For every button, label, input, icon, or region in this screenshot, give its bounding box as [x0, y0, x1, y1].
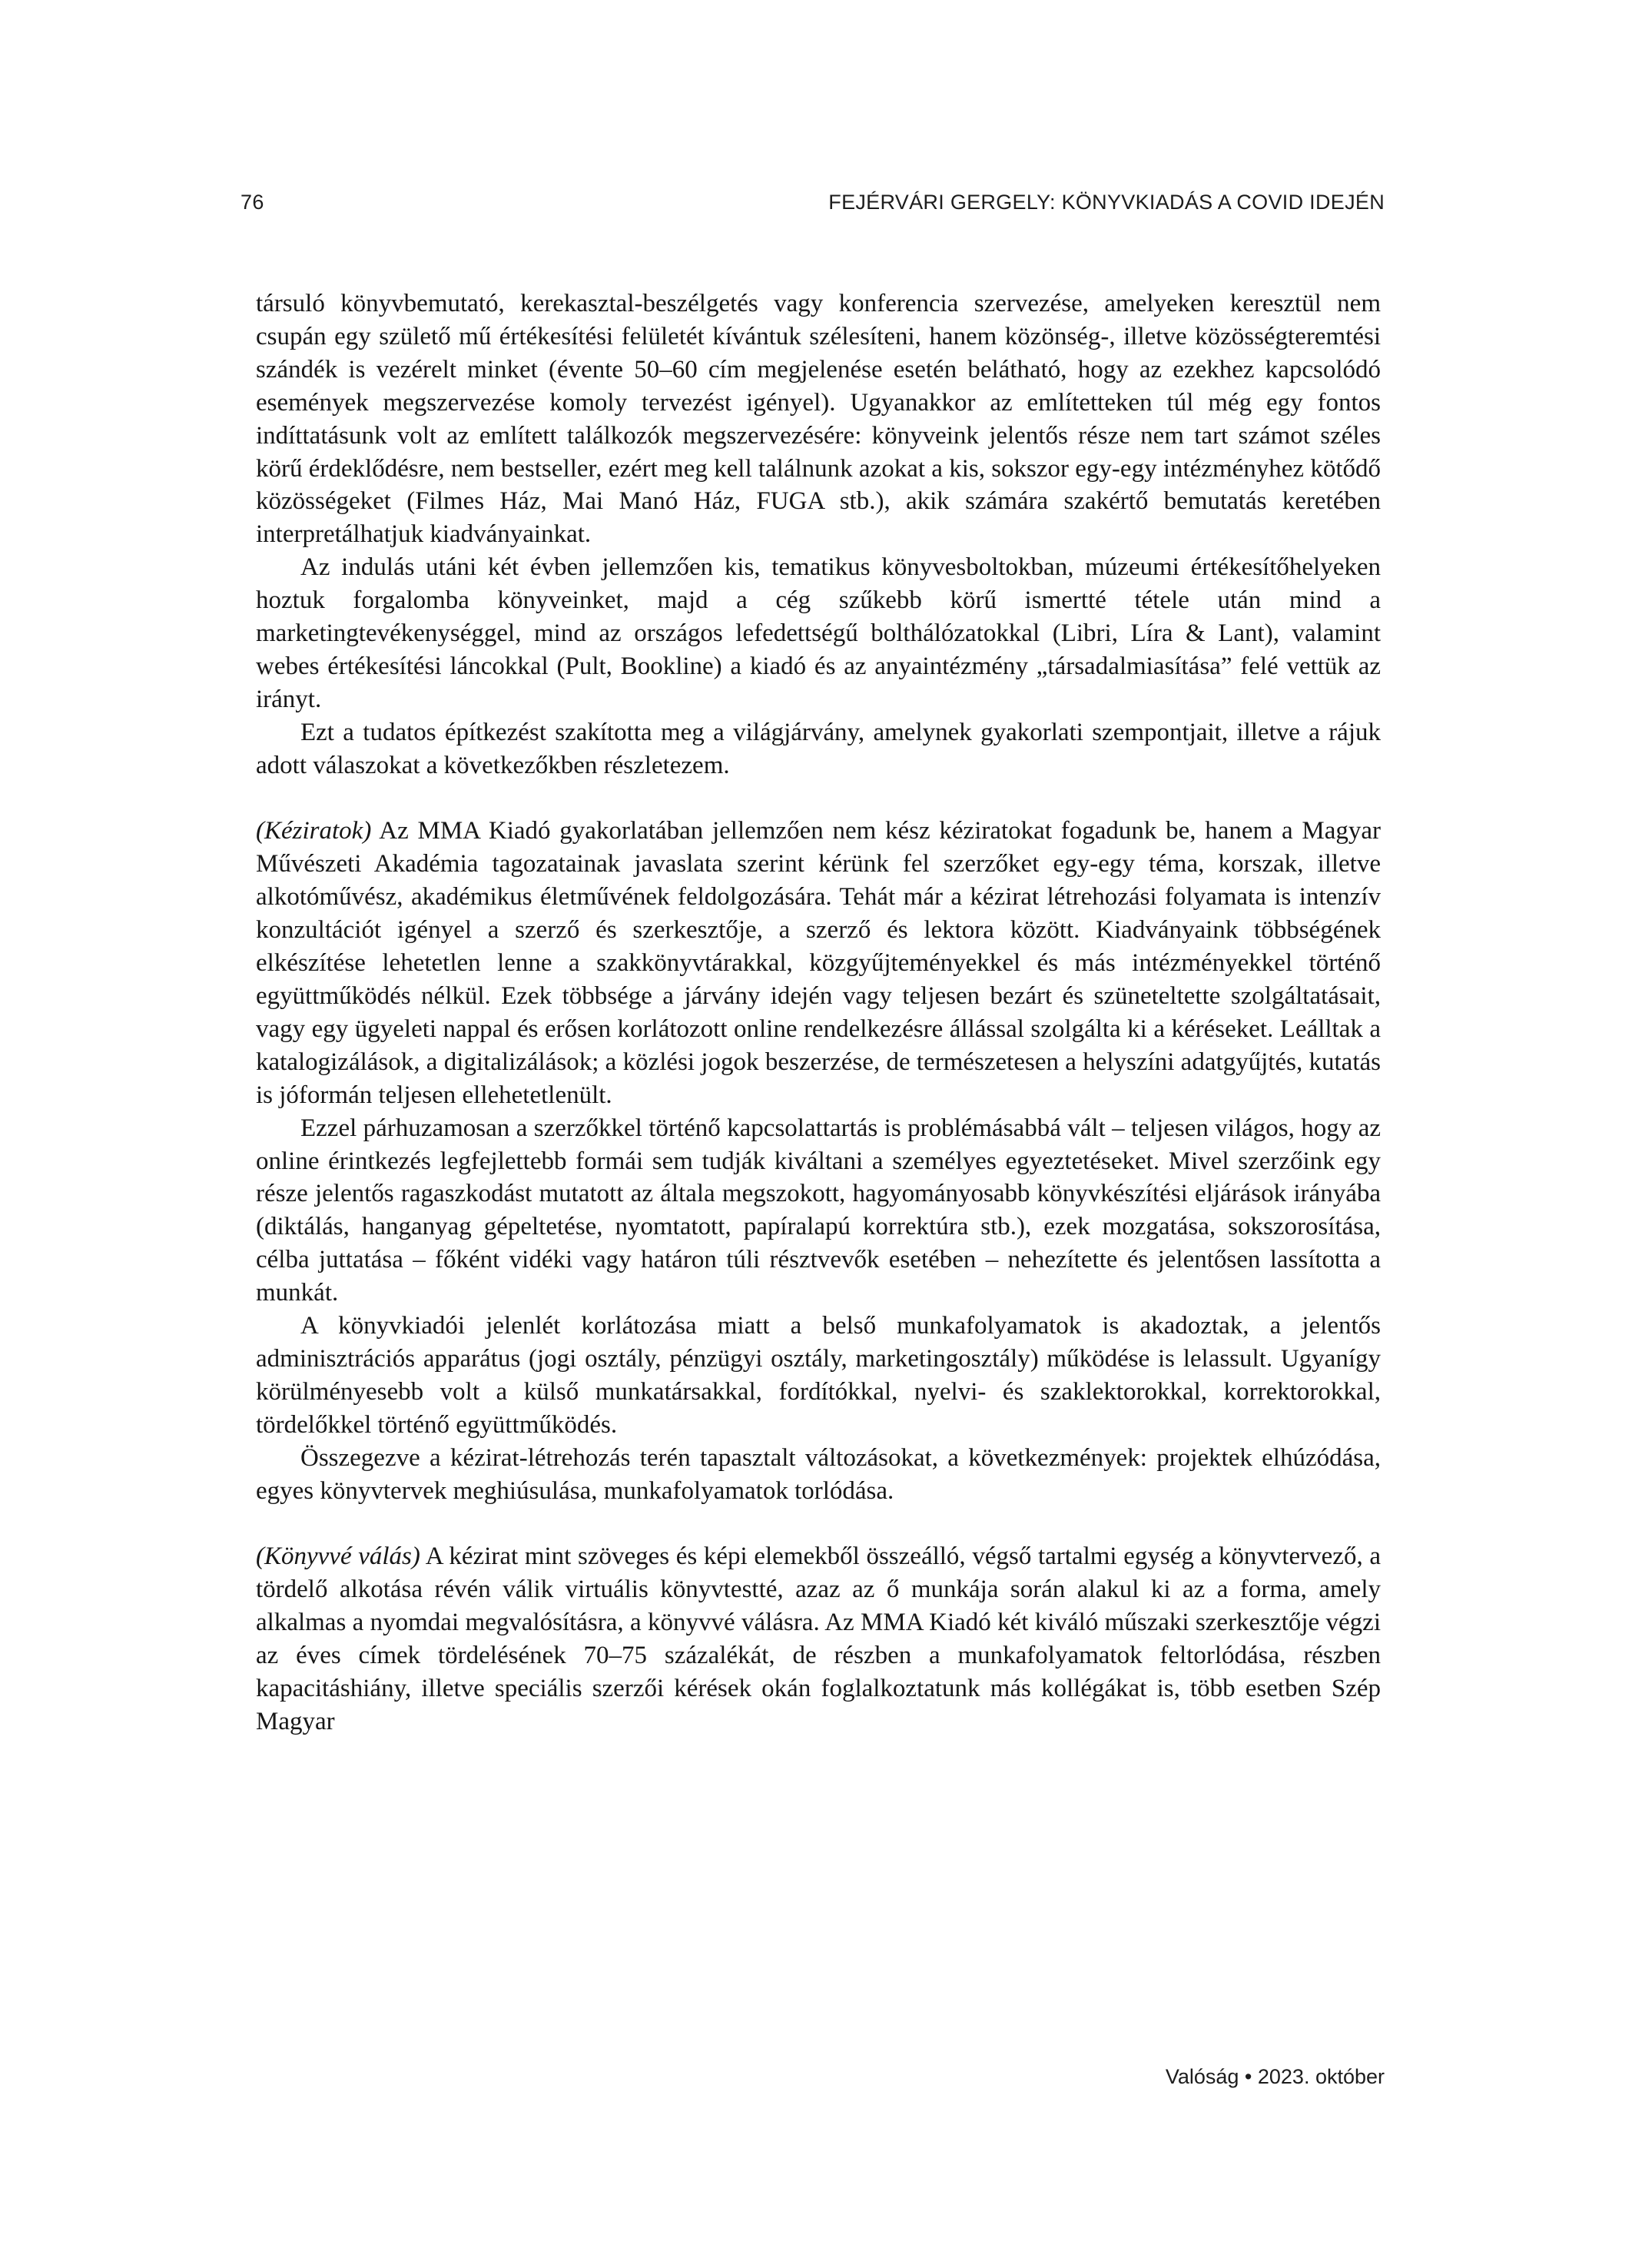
paragraph-text: Az MMA Kiadó gyakorlatában jellemzően nem kész kéziratokat fogadunk be, hanem a Magyar Művészeti Akadémia tagozatainak javaslata szerint kérünk fel szerzőket egy-egy téma, korszak, illetve alkotóművész, akadémikus életművének feldolgozására. Tehát már a kézirat létrehozási folyamata is intenzív konzultációt igényel a szerző és szerkesztője, a szerző és lektora között. Kiadványaink többségének elkészítése lehetetlen lenne a szakkönyvtárakkal, közgyűjteményekkel és más intézményekkel történő együttműködés nélkül. Ezek többsége a járvány idején vagy teljesen bezárt és szüneteltette szolgáltatásait, vagy egy ügyeleti nappal és erősen korlátozott online rendelkezésre állással szolgálta ki a kéréseket. Leálltak a katalogizálások, a digitalizálások; a közlési jogok beszerzése, de természetesen a helyszíni adatgyűjtés, kutatás is jóformán teljesen ellehetetlenült.	[256, 817, 1381, 1109]
paragraph-text: társuló könyvbemutató, kerekasztal-beszélgetés vagy konferencia szervezése, amelyeken keresztül nem csupán egy születő mű értékesítési felületét kívántuk szélesíteni, hanem közönség-, illetve közösségteremtési szándék is vezérelt minket (évente 50–60 cím megjelenése esetén belátható, hogy az ezekhez kapcsolódó események megszervezése komoly tervezést igényel). Ugyanakkor az említetteken túl még egy fontos indíttatásunk volt az említett találkozók megszervezésére: könyveink jelentős része nem tart számot széles körű érdeklődésre, nem bestseller, ezért meg kell találnunk azokat a kis, sokszor egy-egy intézményhez kötődő közösségeket (Filmes Ház, Mai Manó Ház, FUGA stb.), akik számára szakértő bemutatás keretében interpretálhatjuk kiadványainkat.	[256, 290, 1381, 549]
section-paragraph-keziratok	[256, 815, 1381, 1111]
paragraph-text: Az indulás utáni két évben jellemzően kis, tematikus könyvesboltokban, múzeumi értékesítőhelyeken hoztuk forgalomba könyveinket, majd a cég szűkebb körű ismertté tétele után mind a marketingtevékenységgel, mind az országos lefedettségű bolthálózatokkal (Libri, Líra & Lant), valamint webes értékesítési láncokkal (Pult, Bookline) a kiadó és az anyaintézmény „társadalmiasítása” felé vettük az irányt.	[256, 553, 1381, 713]
paragraph	[256, 1310, 1381, 1442]
paragraph-text: Ezzel párhuzamosan a szerzőkkel történő kapcsolattartás is problémásabbá vált – teljesen világos, hogy az online érintkezés legfejlettebb formái sem tudják kiváltani a személyes egyeztetéseket. Mivel szerzőink egy része jelentős ragaszkodást mutatott az általa megszokott, hagyományosabb könyvkészítési eljárások irányába (diktálás, hanganyag gépeltetése, nyomtatott, papíralapú korrektúra stb.), ezek mozgatása, sokszorosítása, célba juttatása – főként vidéki vagy határon túli résztvevők esetében – nehezítette és jelentősen lassította a munkát.	[256, 1114, 1381, 1307]
bullet-separator: •	[1244, 2065, 1252, 2088]
page-number: 76	[240, 191, 264, 214]
paragraph-text: A kézirat mint szöveges és képi elemekből összeálló, végső tartalmi egység a könyvtervező, a tördelő alkotása révén válik virtuális könyvtestté, azaz az ő munkája során alakul ki az a forma, amely alkalmas a nyomdai megvalósításra, a könyvvé válásra. Az MMA Kiadó két kiváló műszaki szerkesztője végzi az éves címek tördelésének 70–75 százalékát, de részben a munkafolyamatok feltorlódása, részben kapacitáshiány, illetve speciális szerzői kérések okán foglalkoztatunk más kollégákat is, több esetben Szép Magyar	[256, 1542, 1381, 1735]
paragraph-text: Ezt a tudatos építkezést szakította meg a világjárvány, amelynek gyakorlati szempontjait, illetve a rájuk adott válaszokat a következőkben részletezem.	[256, 718, 1381, 779]
issue-date: 2023. október	[1257, 2065, 1385, 2088]
section-label: (Könyvvé válás)	[256, 1542, 420, 1571]
paragraph-text: Összegezve a kézirat-létrehozás terén tapasztalt változásokat, a következmények: projektek elhúzódása, egyes könyvtervek meghiúsulása, munkafolyamatok torlódása.	[256, 1443, 1381, 1505]
section-paragraph-konyvve-valas	[256, 1540, 1381, 1738]
section-label: (Kéziratok)	[256, 817, 372, 845]
paragraph-text: A könyvkiadói jelenlét korlátozása miatt a belső munkafolyamatok is akadoztak, a jelentős adminisztrációs apparátus (jogi osztály, pénzügyi osztály, marketingosztály) működése is lelassult. Ugyanígy körülményesebb volt a külső munkatársakkal, fordítókkal, nyelvi- és szaklektorokkal, korrektorokkal, tördelőkkel történő együttműködés.	[256, 1312, 1381, 1439]
paragraph	[256, 716, 1381, 782]
article-body	[256, 287, 1381, 1738]
paragraph	[256, 551, 1381, 716]
paragraph	[256, 1442, 1381, 1508]
paragraph	[256, 287, 1381, 551]
footer	[1166, 2065, 1385, 2089]
journal-name: Valóság	[1165, 2065, 1239, 2088]
running-title: FEJÉRVÁRI GERGELY: KÖNYVKIADÁS A COVID IDEJÉN	[828, 191, 1385, 214]
running-head	[240, 191, 1385, 218]
paragraph	[256, 1112, 1381, 1310]
